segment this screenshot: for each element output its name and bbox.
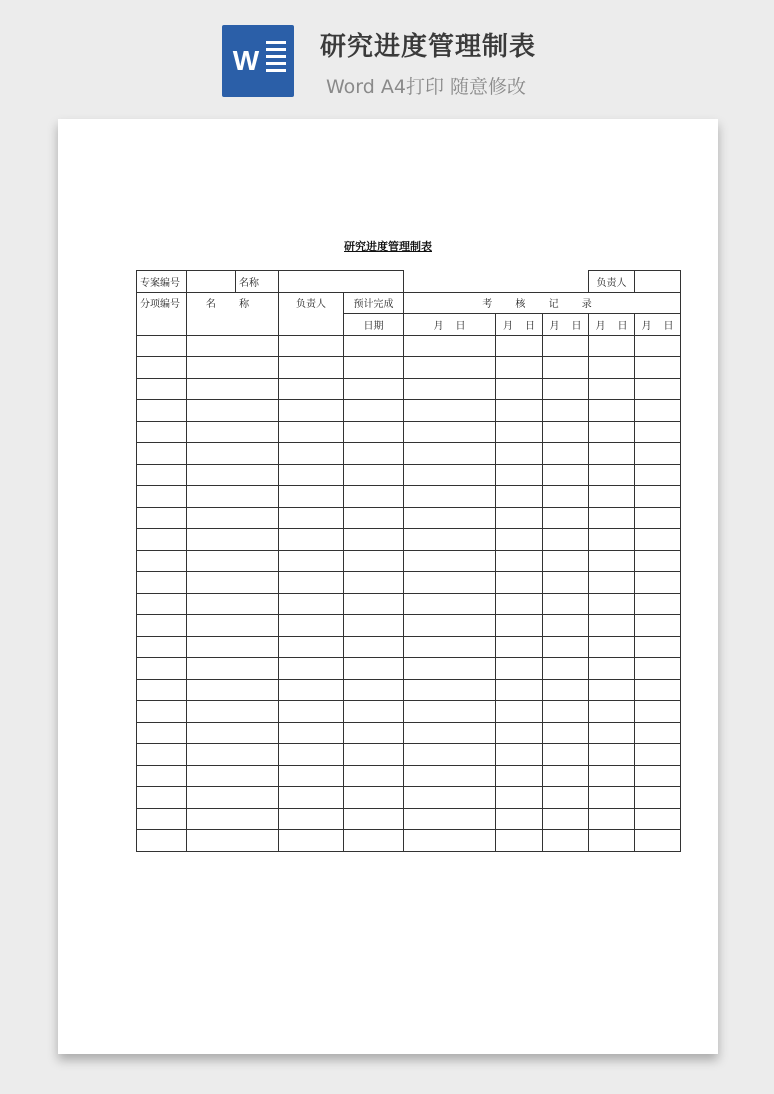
record-cell-3[interactable] [543, 529, 589, 551]
record-cell-2[interactable] [496, 357, 543, 379]
record-cell-4[interactable] [589, 636, 635, 658]
record-cell-3[interactable] [543, 701, 589, 723]
item-responsible-cell[interactable] [279, 615, 344, 637]
item-name-cell[interactable] [187, 658, 279, 680]
table-row [137, 357, 681, 379]
planned-date-cell[interactable] [344, 701, 404, 723]
item-no-cell[interactable] [137, 830, 187, 852]
record-cell-1[interactable] [404, 658, 496, 680]
record-cell-2[interactable] [496, 744, 543, 766]
item-no-cell[interactable] [137, 378, 187, 400]
record-cell-5[interactable] [635, 443, 681, 465]
record-cell-4[interactable] [589, 830, 635, 852]
item-responsible-cell[interactable] [279, 486, 344, 508]
record-cell-5[interactable] [635, 701, 681, 723]
item-responsible-cell[interactable] [279, 572, 344, 594]
record-cell-5[interactable] [635, 744, 681, 766]
progress-table [136, 270, 681, 852]
item-responsible-cell[interactable] [279, 400, 344, 422]
record-cell-1[interactable] [404, 378, 496, 400]
record-cell-3[interactable] [543, 357, 589, 379]
item-name-cell[interactable] [187, 787, 279, 809]
planned-date-cell[interactable] [344, 357, 404, 379]
item-responsible-cell[interactable] [279, 787, 344, 809]
record-cell-2[interactable] [496, 421, 543, 443]
record-cell-3[interactable] [543, 486, 589, 508]
record-cell-3[interactable] [543, 658, 589, 680]
record-cell-1[interactable] [404, 550, 496, 572]
record-cell-5[interactable] [635, 550, 681, 572]
record-cell-5[interactable] [635, 335, 681, 357]
word-icon-lines [266, 41, 286, 76]
record-cell-3[interactable] [543, 400, 589, 422]
record-date-header-2: 月 日 [496, 314, 543, 336]
project-no-label: 专案编号 [137, 271, 187, 293]
record-cell-1[interactable] [404, 507, 496, 529]
item-name-cell[interactable] [187, 808, 279, 830]
item-no-header: 分项编号 [137, 292, 187, 335]
table-row [137, 615, 681, 637]
planned-date-cell[interactable] [344, 486, 404, 508]
item-responsible-cell[interactable] [279, 658, 344, 680]
table-row-project [137, 271, 681, 293]
planned-date-cell[interactable] [344, 658, 404, 680]
project-name-value[interactable] [279, 271, 404, 293]
table-header-row-1 [137, 292, 681, 314]
planned-date-cell[interactable] [344, 615, 404, 637]
item-responsible-cell[interactable] [279, 679, 344, 701]
record-cell-3[interactable] [543, 615, 589, 637]
table-row [137, 744, 681, 766]
record-cell-4[interactable] [589, 593, 635, 615]
item-name-cell[interactable] [187, 701, 279, 723]
record-cell-2[interactable] [496, 335, 543, 357]
record-cell-3[interactable] [543, 443, 589, 465]
record-cell-3[interactable] [543, 464, 589, 486]
planned-date-cell[interactable] [344, 400, 404, 422]
record-cell-3[interactable] [543, 679, 589, 701]
record-cell-4[interactable] [589, 335, 635, 357]
record-cell-5[interactable] [635, 765, 681, 787]
table-row [137, 335, 681, 357]
item-name-cell[interactable] [187, 679, 279, 701]
record-cell-1[interactable] [404, 808, 496, 830]
item-name-cell[interactable] [187, 507, 279, 529]
record-cell-5[interactable] [635, 722, 681, 744]
item-no-cell[interactable] [137, 679, 187, 701]
planned-date-header-line1: 预计完成 [344, 292, 404, 314]
record-cell-3[interactable] [543, 787, 589, 809]
item-name-cell[interactable] [187, 550, 279, 572]
record-cell-5[interactable] [635, 400, 681, 422]
record-cell-3[interactable] [543, 636, 589, 658]
item-name-cell[interactable] [187, 572, 279, 594]
record-cell-3[interactable] [543, 830, 589, 852]
record-date-header-3: 月 日 [543, 314, 589, 336]
document-title: 研究进度管理制表 [344, 240, 432, 253]
item-responsible-cell[interactable] [279, 722, 344, 744]
item-name-cell[interactable] [187, 722, 279, 744]
item-no-cell[interactable] [137, 722, 187, 744]
record-cell-4[interactable] [589, 658, 635, 680]
item-name-cell[interactable] [187, 830, 279, 852]
record-cell-1[interactable] [404, 744, 496, 766]
item-no-cell[interactable] [137, 443, 187, 465]
record-cell-4[interactable] [589, 744, 635, 766]
record-cell-3[interactable] [543, 550, 589, 572]
item-name-cell[interactable] [187, 765, 279, 787]
item-name-cell[interactable] [187, 464, 279, 486]
record-cell-2[interactable] [496, 486, 543, 508]
planned-date-header-line2: 日期 [344, 314, 404, 336]
item-no-cell[interactable] [137, 593, 187, 615]
record-cell-2[interactable] [496, 636, 543, 658]
project-responsible-label: 负责人 [589, 271, 635, 293]
record-cell-4[interactable] [589, 765, 635, 787]
item-name-header: 名 称 [187, 292, 279, 335]
record-cell-5[interactable] [635, 679, 681, 701]
item-responsible-cell[interactable] [279, 464, 344, 486]
item-responsible-cell[interactable] [279, 421, 344, 443]
item-no-cell[interactable] [137, 550, 187, 572]
item-responsible-cell[interactable] [279, 443, 344, 465]
record-cell-2[interactable] [496, 808, 543, 830]
record-cell-3[interactable] [543, 765, 589, 787]
record-cell-2[interactable] [496, 507, 543, 529]
planned-date-cell[interactable] [344, 443, 404, 465]
record-cell-4[interactable] [589, 443, 635, 465]
item-no-cell[interactable] [137, 421, 187, 443]
item-name-cell[interactable] [187, 636, 279, 658]
record-cell-3[interactable] [543, 378, 589, 400]
record-cell-1[interactable] [404, 529, 496, 551]
record-cell-1[interactable] [404, 572, 496, 594]
planned-date-cell[interactable] [344, 378, 404, 400]
record-cell-1[interactable] [404, 486, 496, 508]
record-cell-3[interactable] [543, 808, 589, 830]
planned-date-cell[interactable] [344, 787, 404, 809]
record-cell-4[interactable] [589, 722, 635, 744]
record-cell-4[interactable] [589, 615, 635, 637]
record-cell-3[interactable] [543, 722, 589, 744]
record-cell-5[interactable] [635, 464, 681, 486]
record-cell-1[interactable] [404, 636, 496, 658]
record-cell-5[interactable] [635, 507, 681, 529]
item-name-cell[interactable] [187, 421, 279, 443]
record-cell-1[interactable] [404, 722, 496, 744]
item-name-cell[interactable] [187, 593, 279, 615]
record-cell-4[interactable] [589, 679, 635, 701]
record-cell-2[interactable] [496, 615, 543, 637]
item-name-cell[interactable] [187, 357, 279, 379]
item-no-cell[interactable] [137, 808, 187, 830]
record-cell-4[interactable] [589, 464, 635, 486]
item-name-cell[interactable] [187, 378, 279, 400]
planned-date-cell[interactable] [344, 335, 404, 357]
record-cell-2[interactable] [496, 830, 543, 852]
planned-date-cell[interactable] [344, 529, 404, 551]
record-date-header-5: 月 日 [635, 314, 681, 336]
record-cell-1[interactable] [404, 787, 496, 809]
record-cell-1[interactable] [404, 593, 496, 615]
item-responsible-cell[interactable] [279, 335, 344, 357]
record-cell-2[interactable] [496, 765, 543, 787]
record-cell-2[interactable] [496, 400, 543, 422]
item-no-cell[interactable] [137, 636, 187, 658]
item-responsible-cell[interactable] [279, 550, 344, 572]
record-cell-5[interactable] [635, 593, 681, 615]
record-cell-4[interactable] [589, 550, 635, 572]
record-cell-1[interactable] [404, 679, 496, 701]
record-date-header-1: 月 日 [404, 314, 496, 336]
record-cell-2[interactable] [496, 443, 543, 465]
table-row [137, 507, 681, 529]
item-no-cell[interactable] [137, 464, 187, 486]
item-responsible-cell[interactable] [279, 701, 344, 723]
record-cell-3[interactable] [543, 572, 589, 594]
item-no-cell[interactable] [137, 701, 187, 723]
table-row [137, 787, 681, 809]
item-responsible-cell[interactable] [279, 529, 344, 551]
banner-subtitle: Word A4打印 随意修改 [326, 76, 527, 98]
item-no-cell[interactable] [137, 400, 187, 422]
planned-date-cell[interactable] [344, 421, 404, 443]
planned-date-cell[interactable] [344, 808, 404, 830]
table-row [137, 636, 681, 658]
item-no-cell[interactable] [137, 765, 187, 787]
record-cell-3[interactable] [543, 507, 589, 529]
record-cell-2[interactable] [496, 722, 543, 744]
item-name-cell[interactable] [187, 486, 279, 508]
record-cell-5[interactable] [635, 636, 681, 658]
table-row [137, 550, 681, 572]
record-cell-1[interactable] [404, 357, 496, 379]
item-responsible-cell[interactable] [279, 744, 344, 766]
record-date-header-4: 月 日 [589, 314, 635, 336]
record-cell-1[interactable] [404, 830, 496, 852]
record-cell-4[interactable] [589, 787, 635, 809]
record-cell-4[interactable] [589, 507, 635, 529]
document-page [58, 119, 718, 1054]
record-cell-2[interactable] [496, 679, 543, 701]
record-cell-4[interactable] [589, 421, 635, 443]
item-no-cell[interactable] [137, 787, 187, 809]
table-row [137, 486, 681, 508]
item-no-cell[interactable] [137, 744, 187, 766]
table-row [137, 808, 681, 830]
record-cell-5[interactable] [635, 787, 681, 809]
table-row [137, 722, 681, 744]
table-row [137, 378, 681, 400]
record-cell-1[interactable] [404, 400, 496, 422]
project-no-value[interactable] [187, 271, 236, 293]
table-row [137, 593, 681, 615]
record-cell-2[interactable] [496, 529, 543, 551]
planned-date-cell[interactable] [344, 572, 404, 594]
item-name-cell[interactable] [187, 400, 279, 422]
planned-date-cell[interactable] [344, 679, 404, 701]
record-cell-2[interactable] [496, 572, 543, 594]
record-cell-1[interactable] [404, 421, 496, 443]
project-responsible-value[interactable] [635, 271, 681, 293]
header-banner [0, 0, 774, 110]
planned-date-cell[interactable] [344, 636, 404, 658]
item-responsible-cell[interactable] [279, 808, 344, 830]
planned-date-cell[interactable] [344, 765, 404, 787]
record-cell-5[interactable] [635, 572, 681, 594]
item-responsible-cell[interactable] [279, 830, 344, 852]
record-cell-5[interactable] [635, 529, 681, 551]
item-responsible-cell[interactable] [279, 357, 344, 379]
planned-date-cell[interactable] [344, 464, 404, 486]
item-no-cell[interactable] [137, 529, 187, 551]
table-row [137, 765, 681, 787]
item-no-cell[interactable] [137, 615, 187, 637]
item-no-cell[interactable] [137, 357, 187, 379]
table-row [137, 421, 681, 443]
record-cell-2[interactable] [496, 378, 543, 400]
item-responsible-cell[interactable] [279, 765, 344, 787]
planned-date-cell[interactable] [344, 593, 404, 615]
record-cell-3[interactable] [543, 744, 589, 766]
record-cell-2[interactable] [496, 550, 543, 572]
record-cell-5[interactable] [635, 486, 681, 508]
record-cell-1[interactable] [404, 464, 496, 486]
record-cell-3[interactable] [543, 421, 589, 443]
record-cell-1[interactable] [404, 765, 496, 787]
item-name-cell[interactable] [187, 744, 279, 766]
item-responsible-cell[interactable] [279, 636, 344, 658]
record-cell-5[interactable] [635, 421, 681, 443]
record-cell-5[interactable] [635, 658, 681, 680]
record-cell-1[interactable] [404, 615, 496, 637]
record-cell-2[interactable] [496, 658, 543, 680]
planned-date-cell[interactable] [344, 722, 404, 744]
banner-title: 研究进度管理制表 [320, 32, 537, 62]
table-row [137, 679, 681, 701]
record-cell-4[interactable] [589, 486, 635, 508]
item-name-cell[interactable] [187, 615, 279, 637]
planned-date-cell[interactable] [344, 830, 404, 852]
project-gap [404, 271, 589, 293]
record-cell-4[interactable] [589, 808, 635, 830]
record-header: 考 核 记 录 [404, 292, 681, 314]
record-cell-2[interactable] [496, 787, 543, 809]
item-responsible-cell[interactable] [279, 507, 344, 529]
item-no-cell[interactable] [137, 335, 187, 357]
word-icon-letter: W [232, 45, 260, 76]
planned-date-cell[interactable] [344, 507, 404, 529]
item-responsible-cell[interactable] [279, 593, 344, 615]
record-cell-4[interactable] [589, 357, 635, 379]
table-row [137, 443, 681, 465]
table-row [137, 464, 681, 486]
table-row [137, 572, 681, 594]
table-row [137, 529, 681, 551]
record-cell-5[interactable] [635, 378, 681, 400]
record-cell-4[interactable] [589, 572, 635, 594]
table-row [137, 830, 681, 852]
record-cell-5[interactable] [635, 357, 681, 379]
record-cell-4[interactable] [589, 701, 635, 723]
record-cell-4[interactable] [589, 529, 635, 551]
record-cell-5[interactable] [635, 808, 681, 830]
table-row [137, 400, 681, 422]
item-responsible-cell[interactable] [279, 378, 344, 400]
record-cell-3[interactable] [543, 335, 589, 357]
item-name-cell[interactable] [187, 529, 279, 551]
planned-date-cell[interactable] [344, 744, 404, 766]
item-no-cell[interactable] [137, 658, 187, 680]
table-row [137, 658, 681, 680]
record-cell-4[interactable] [589, 400, 635, 422]
word-icon [222, 25, 294, 97]
item-responsible-header: 负责人 [279, 292, 344, 335]
item-name-cell[interactable] [187, 443, 279, 465]
record-cell-5[interactable] [635, 615, 681, 637]
record-cell-4[interactable] [589, 378, 635, 400]
record-cell-2[interactable] [496, 593, 543, 615]
record-cell-3[interactable] [543, 593, 589, 615]
item-no-cell[interactable] [137, 507, 187, 529]
item-name-cell[interactable] [187, 335, 279, 357]
record-cell-5[interactable] [635, 830, 681, 852]
record-cell-2[interactable] [496, 464, 543, 486]
record-cell-2[interactable] [496, 701, 543, 723]
record-cell-1[interactable] [404, 335, 496, 357]
table-row [137, 701, 681, 723]
project-name-label: 名称 [236, 271, 279, 293]
item-no-cell[interactable] [137, 572, 187, 594]
record-cell-1[interactable] [404, 701, 496, 723]
item-no-cell[interactable] [137, 486, 187, 508]
planned-date-cell[interactable] [344, 550, 404, 572]
record-cell-1[interactable] [404, 443, 496, 465]
